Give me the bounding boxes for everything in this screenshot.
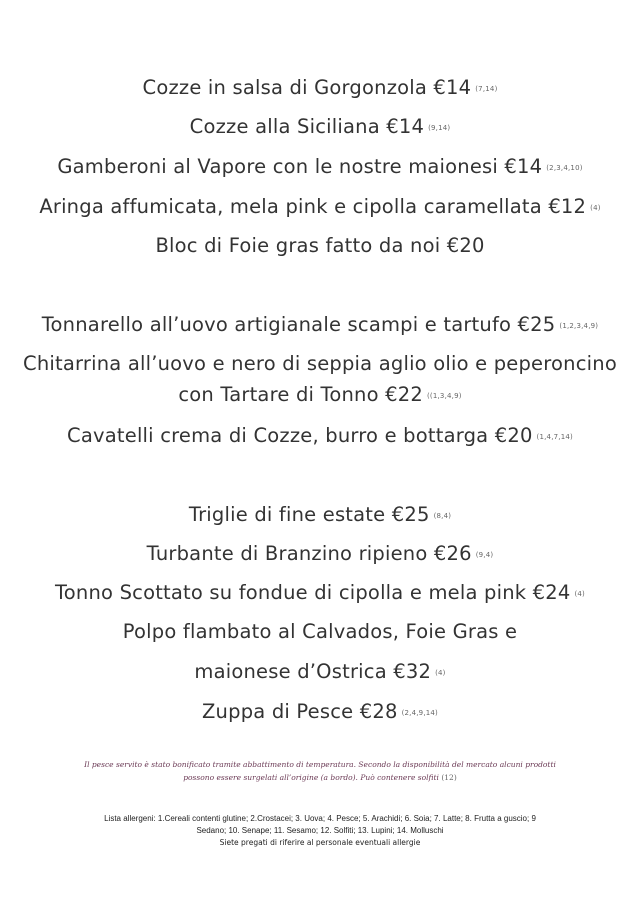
fish-note bbox=[40, 758, 600, 784]
item-text: Turbante di Branzino ripieno €26 bbox=[146, 542, 472, 565]
item-text: Cozze in salsa di Gorgonzola €14 bbox=[142, 76, 472, 99]
allergen-code: (4) bbox=[574, 589, 585, 598]
item-text: con Tartare di Tonno €22 bbox=[178, 383, 423, 406]
allergen-code: (2,3,4,10) bbox=[546, 163, 583, 172]
allergen-code: ((1,3,4,9) bbox=[426, 391, 462, 400]
item-text: Tonno Scottato su fondue di cipolla e mela pink €24 bbox=[55, 581, 571, 604]
item-text: Cozze alla Siciliana €14 bbox=[189, 115, 425, 138]
allergen-code: (9,4) bbox=[475, 550, 494, 559]
menu-item bbox=[0, 620, 640, 643]
menu-item bbox=[0, 115, 640, 138]
allergen-line: Sedano; 10. Senape; 11. Sesamo; 12. Solfiti; 13. Lupini; 14. Molluschi bbox=[196, 826, 444, 835]
menu-item bbox=[0, 660, 640, 683]
menu-item bbox=[0, 542, 640, 565]
menu-item bbox=[0, 155, 640, 178]
menu-item bbox=[0, 76, 640, 99]
menu-item bbox=[0, 424, 640, 447]
menu-item bbox=[0, 195, 640, 218]
note-line: Il pesce servito è stato bonificato tramite abbattimento di temperatura. Secondo la disponibilità del mercato alcuni prodotti bbox=[84, 760, 556, 769]
item-text: Bloc di Foie gras fatto da noi €20 bbox=[155, 234, 485, 257]
allergen-code: (4) bbox=[590, 203, 601, 212]
allergen-code: (4) bbox=[435, 668, 446, 677]
item-text: Chitarrina all’uovo e nero di seppia aglio olio e peperoncino bbox=[23, 352, 617, 375]
allergen-list bbox=[50, 813, 590, 837]
item-text: Gamberoni al Vapore con le nostre maionesi €14 bbox=[57, 155, 543, 178]
menu-item bbox=[0, 503, 640, 526]
note-text: possono essere surgelati all’origine (a bordo). Può contenere solfiti bbox=[183, 773, 439, 782]
item-text: maionese d’Ostrica €32 bbox=[194, 660, 432, 683]
item-text: Zuppa di Pesce €28 bbox=[202, 700, 398, 723]
allergen-code: (12) bbox=[441, 773, 457, 782]
menu-item bbox=[0, 700, 640, 723]
allergen-code: (1,4,7,14) bbox=[536, 432, 573, 441]
note-line bbox=[40, 771, 600, 784]
allergen-line: Lista allergeni: 1.Cereali contenti glutine; 2.Crostacei; 3. Uova; 4. Pesce; 5. Arachidi; 6. Soia; 7. Latte; 8. Frutta a guscio; 9 bbox=[104, 814, 536, 823]
allergen-code: (2,4,9,14) bbox=[401, 708, 438, 717]
menu-item bbox=[0, 313, 640, 336]
item-text: Aringa affumicata, mela pink e cipolla caramellata €12 bbox=[39, 195, 587, 218]
allergen-code: (8,4) bbox=[433, 511, 452, 520]
allergy-footer: Siete pregati di riferire al personale eventuali allergie bbox=[219, 838, 421, 847]
menu-item bbox=[0, 352, 640, 375]
item-text: Tonnarello all’uovo artigianale scampi e tartufo €25 bbox=[41, 313, 556, 336]
allergen-code: (7,14) bbox=[475, 84, 498, 93]
menu-item bbox=[0, 234, 640, 257]
allergen-code: (9,14) bbox=[428, 123, 451, 132]
item-text: Triglie di fine estate €25 bbox=[188, 503, 430, 526]
menu-item bbox=[0, 581, 640, 604]
allergen-code: (1,2,3,4,9) bbox=[559, 321, 599, 330]
menu-item bbox=[0, 383, 640, 406]
item-text: Polpo flambato al Calvados, Foie Gras e bbox=[122, 620, 518, 643]
item-text: Cavatelli crema di Cozze, burro e bottarga €20 bbox=[67, 424, 533, 447]
